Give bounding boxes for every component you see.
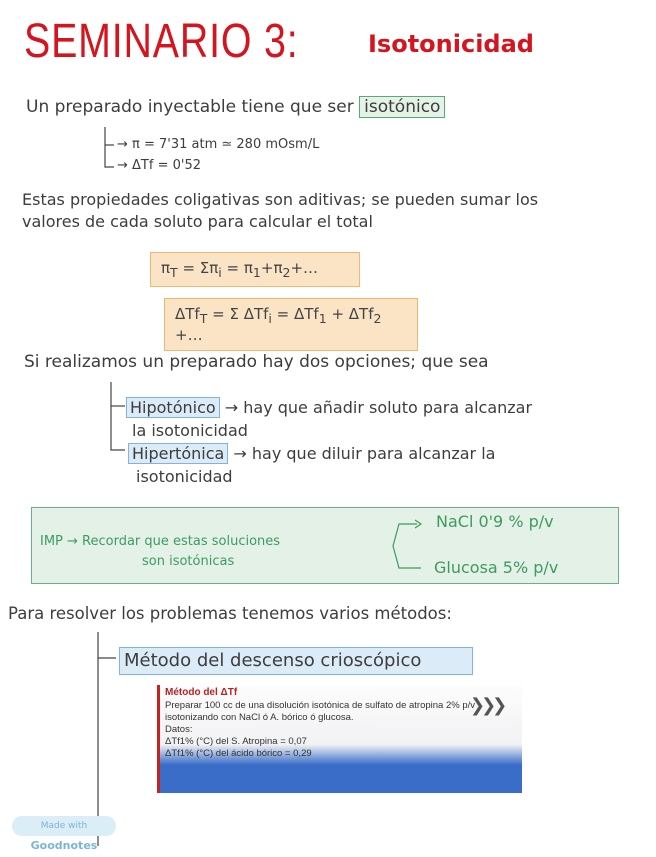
pi-value: → π = 7'31 atm ≃ 280 mOsm/L [117, 137, 320, 152]
hipotonic-line [126, 398, 532, 417]
slide-line-5: ΔTf1% (°C) del ácido bórico = 0,29 [165, 748, 312, 759]
important-box [31, 507, 619, 584]
nacl-value: NaCl 0'9 % p/v [436, 512, 554, 531]
options-intro: Si realizamos un preparado hay dos opciones; que sea [24, 352, 489, 372]
slide-line-1: Preparar 100 cc de una disolución isotónica de sulfato de atropina 2% p/v [165, 700, 476, 711]
slide-line-2: isotonizando con NaCl ó A. bórico ó glucosa. [165, 712, 354, 723]
hipertonic-text-2: isotonicidad [136, 467, 233, 486]
slide-line-4: ΔTf1% (°C) del S. Atropina = 0,07 [165, 736, 307, 747]
imp-text-1: IMP → Recordar que estas soluciones [40, 534, 281, 549]
slide-chevrons-icon: ❯❯❯ [470, 695, 504, 716]
intro-text: Un preparado inyectable tiene que ser [26, 97, 354, 117]
page-subtitle: Isotonicidad [368, 30, 534, 58]
intro-line [26, 97, 445, 117]
additive-line-2: valores de cada soluto para calcular el total [22, 212, 373, 231]
additive-line-1: Estas propiedades coligativas son aditivas; se pueden sumar los [22, 190, 539, 209]
osmotic-formula-text: $\pi_T = \Sigma\pi_i$ = $\pi_1+\pi_2+\dots$ [161, 259, 319, 280]
cryoscopic-formula-text: ΔTf$_T$ = Σ ΔTf$_i$ = ΔTf$_1$ + ΔTf$_2$ +… [175, 305, 382, 344]
method-box: Método del descenso crioscópico [119, 647, 473, 675]
hipertonic-label: Hipertónica [128, 443, 228, 464]
isotonic-highlight: isotónico [359, 96, 445, 118]
imp-bracket [387, 518, 437, 573]
slide-photo [157, 685, 522, 793]
slide-title: Método del ΔTf [165, 687, 238, 698]
osmotic-formula [150, 252, 360, 287]
page-title: SEMINARIO 3: [24, 15, 299, 68]
goodnotes-logo [12, 816, 116, 852]
hipotonic-text-2: la isotonicidad [132, 421, 248, 440]
glucose-value: Glucosa 5% p/v [434, 558, 559, 577]
logo-small-text: Made with [40, 821, 88, 831]
cryoscopic-formula [164, 298, 418, 351]
hipotonic-label: Hipotónico [126, 397, 220, 418]
hipertonic-text: → hay que diluir para alcanzar la [233, 444, 496, 463]
methods-intro: Para resolver los problemas tenemos varios métodos: [8, 604, 452, 623]
hipertonic-line [128, 444, 495, 463]
hipotonic-text: → hay que añadir soluto para alcanzar [224, 398, 533, 417]
imp-text-2: son isotónicas [142, 554, 235, 569]
slide-line-3: Datos: [165, 724, 193, 735]
dtf-value: → ΔTf = 0'52 [117, 158, 201, 173]
logo-brand-text: Goodnotes [30, 839, 98, 852]
